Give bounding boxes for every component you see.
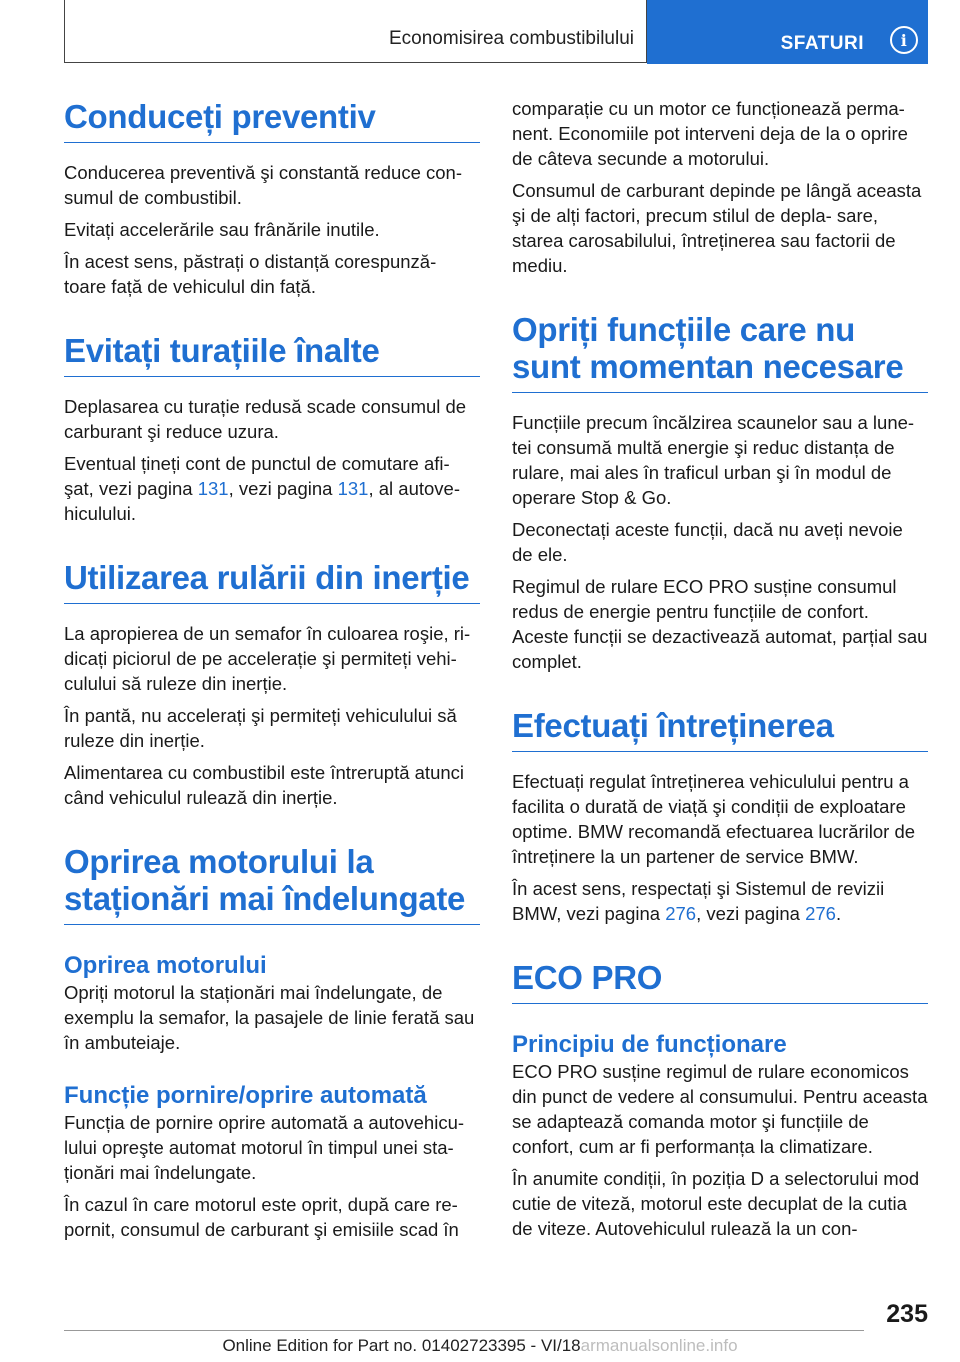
heading-avoid-high-rpm: Evitați turațiile înalte bbox=[64, 332, 480, 377]
text: Eventual țineți cont de punctul de comutare afi‐ şat, vezi pagina bbox=[64, 453, 450, 499]
page-link[interactable]: 131 bbox=[337, 478, 369, 499]
heading-drive-preventively: Conduceți preventiv bbox=[64, 98, 480, 143]
paragraph: Consumul de carburant depinde pe lângă aceasta şi de alți factori, precum stilul de depla‐ sare, starea carosabilului, întreținerea sau factorii de mediu. bbox=[512, 180, 922, 276]
text: . bbox=[835, 903, 842, 924]
page-link[interactable]: 276 bbox=[665, 903, 697, 924]
text: , al autove‐ hiculului. bbox=[64, 478, 460, 524]
watermark-text: armanualsonline.info bbox=[580, 1336, 738, 1355]
paragraph: Regimul de rulare ECO PRO susține consumul redus de energie pentru funcțiile de confort. Aceste funcții se dezactivează automat, parțial sau complet. bbox=[512, 576, 928, 672]
paragraph: În pantă, nu accelerați şi permiteți vehiculului să ruleze din inerție. bbox=[64, 705, 457, 751]
subheading-auto-start-stop: Funcție pornire/oprire automată bbox=[64, 1082, 427, 1109]
subheading-engine-stop: Oprirea motorului bbox=[64, 952, 267, 979]
paragraph: comparație cu un motor ce funcționează perma‐ nent. Economiile pot interveni deja de la o oprire de câteva secunde a motorului. bbox=[512, 98, 908, 169]
footer bbox=[0, 1336, 960, 1356]
paragraph: Deconectați aceste funcții, dacă nu aveți nevoie de ele. bbox=[512, 519, 903, 565]
edition-text: Online Edition for Part no. 01402723395 - VI/18 bbox=[222, 1336, 581, 1355]
paragraph: Alimentarea cu combustibil este întreruptă atunci când vehiculul rulează din inerție. bbox=[64, 762, 465, 808]
paragraph: Conducerea preventivă şi constantă reduce con‐ sumul de combustibil. bbox=[64, 162, 462, 208]
paragraph-with-links bbox=[512, 876, 928, 926]
paragraph-with-links bbox=[64, 451, 480, 526]
heading-maintenance: Efectuați întreținerea bbox=[512, 707, 928, 752]
paragraph: Opriți motorul la staționări mai îndelungate, de exemplu la semafor, la pasajele de linie ferată sau în ambuteiaje. bbox=[64, 982, 475, 1053]
heading-switch-off-functions: Opriți funcțiile care nu sunt momentan necesare bbox=[512, 311, 928, 393]
page-link[interactable]: 276 bbox=[805, 903, 836, 924]
page-header bbox=[64, 0, 928, 64]
paragraph: Funcția de pornire oprire automată a autovehicu‐ lului opreşte automat motorul în timpul unei sta‐ ționări mai îndelungate. bbox=[64, 1112, 465, 1183]
right-column bbox=[512, 96, 928, 1241]
paragraph: La apropierea de un semafor în culoarea roşie, ri‐ dicați piciorul de pe accelerație şi permiteți vehi‐ culului să ruleze din inerție. bbox=[64, 623, 471, 694]
chapter-title bbox=[64, 0, 647, 63]
section-tab[interactable] bbox=[647, 0, 928, 64]
subheading-operating-principle: Principiu de funcționare bbox=[512, 1031, 787, 1058]
text: , vezi pagina bbox=[696, 903, 806, 924]
paragraph: În anumite condiții, în poziția D a selectorului mod cutie de viteză, motorul este decuplat de la cutia de viteze. Autovehiculul rulează la un con‐ bbox=[512, 1168, 920, 1239]
left-column bbox=[64, 98, 480, 1242]
page-number: 235 bbox=[886, 1300, 928, 1328]
heading-eco-pro: ECO PRO bbox=[512, 959, 928, 1004]
paragraph: În cazul în care motorul este oprit, după care re‐ pornit, consumul de carburant şi emisiile scad în bbox=[64, 1194, 459, 1240]
text: În acest sens, respectați şi Sistemul de revizii BMW, vezi pagina bbox=[512, 878, 885, 924]
info-icon: i bbox=[890, 26, 918, 54]
paragraph: Funcțiile precum încălzirea scaunelor sau a lune‐ tei consumă multă energie şi reduc distanța de rulare, mai ales în traficul urban şi în modul de operare Stop & Go. bbox=[512, 412, 915, 508]
paragraph: ECO PRO susține regimul de rulare economicos din punct de vedere al consumului. Pentru aceasta se adaptează comanda motor şi funcțiile de confort, cum ar fi performanța la climatizare. bbox=[512, 1061, 928, 1157]
footer-divider bbox=[64, 1330, 864, 1331]
chapter-title-text: Economisirea combustibilului bbox=[389, 28, 634, 49]
paragraph: Deplasarea cu turație redusă scade consumul de carburant şi reduce uzura. bbox=[64, 396, 467, 442]
paragraph: Efectuați regulat întreținerea vehiculului pentru a facilita o durată de viață şi condiții de exploatare optime. BMW recomandă efectuarea lucrărilor de întreținere la un partener de service BMW. bbox=[512, 771, 916, 867]
heading-engine-stop: Oprirea motorului la staționări mai îndelungate bbox=[64, 843, 480, 925]
paragraph: Evitați accelerările sau frânările inutile. bbox=[64, 219, 380, 240]
section-tab-label: SFATURI bbox=[780, 33, 864, 54]
page-link[interactable]: 131 bbox=[197, 478, 229, 499]
paragraph: În acest sens, păstrați o distanță corespunză‐ toare față de vehiculul din față. bbox=[64, 251, 437, 297]
text: , vezi pagina bbox=[228, 478, 338, 499]
heading-coasting: Utilizarea rulării din inerție bbox=[64, 559, 480, 604]
